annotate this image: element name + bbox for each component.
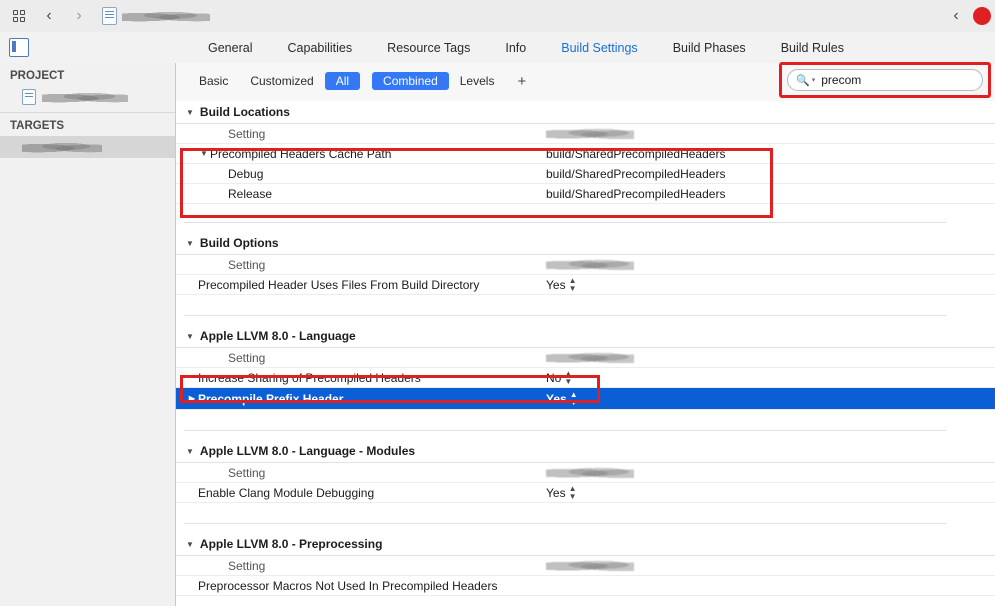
column-header-row	[176, 348, 995, 368]
navigator-target-label	[22, 141, 102, 153]
row-increase-sharing-of-precompiled-headers[interactable]	[176, 368, 995, 388]
group-title: Build Locations	[199, 105, 290, 119]
tab-build-rules[interactable]: Build Rules	[780, 40, 844, 55]
column-header-value-redacted	[546, 258, 634, 271]
empty-rows-1	[176, 214, 995, 232]
tab-capabilities[interactable]: Capabilities	[287, 40, 353, 55]
chevron-down-icon[interactable]: ▼	[186, 331, 194, 341]
setting-value[interactable]: Yes ▲ ▼	[546, 483, 577, 501]
setting-value[interactable]: Yes ▲ ▼	[546, 275, 577, 293]
tab-build-settings[interactable]: Build Settings	[561, 40, 638, 55]
back-icon[interactable]: ‹	[46, 7, 52, 24]
navigator-project-label	[42, 91, 128, 103]
stepper-icon[interactable]: ▲ ▼	[568, 483, 577, 501]
setting-value[interactable]: build/SharedPrecompiledHeaders	[546, 146, 726, 161]
window-toolbar	[0, 0, 995, 33]
group-build-options[interactable]	[176, 232, 995, 255]
editor-tabs	[176, 32, 876, 63]
empty-rows-2	[176, 305, 995, 325]
status-badge[interactable]	[973, 7, 991, 25]
row-precompiled-header-uses-files-from-build-directory[interactable]	[176, 275, 995, 295]
navigator-targets-header: TARGETS	[10, 120, 65, 132]
spacer	[176, 503, 995, 513]
filter-segmented-controls	[188, 72, 526, 90]
group-title: Build Options	[199, 236, 279, 250]
column-header-setting: Setting	[228, 350, 266, 365]
tab-info[interactable]: Info	[505, 40, 527, 55]
group-build-locations[interactable]	[176, 101, 995, 124]
chevron-down-icon[interactable]: ▼	[186, 539, 194, 549]
tab-resource-tags[interactable]: Resource Tags	[387, 40, 471, 55]
spacer	[176, 410, 995, 420]
toolbar-right-group	[945, 0, 995, 32]
spacer	[176, 204, 995, 214]
tab-build-phases[interactable]: Build Phases	[672, 40, 746, 55]
forward-icon[interactable]: ›	[76, 7, 82, 24]
setting-name: Release	[228, 186, 273, 201]
navigator-project-item[interactable]	[0, 86, 175, 108]
stepper-icon[interactable]: ▲ ▼	[568, 275, 577, 293]
group-apple-llvm-language[interactable]	[176, 325, 995, 348]
breadcrumb[interactable]	[102, 7, 210, 25]
column-header-value-redacted	[546, 466, 634, 479]
build-settings-table[interactable]	[176, 101, 995, 606]
navigator-target-item[interactable]	[0, 136, 175, 158]
group-apple-llvm-language-modules[interactable]	[176, 440, 995, 463]
row-debug[interactable]	[176, 164, 995, 184]
filter-levels[interactable]: Levels	[459, 74, 495, 88]
column-header-setting: Setting	[228, 126, 266, 141]
filter-combined[interactable]: Combined	[372, 72, 449, 90]
column-header-value-redacted	[546, 559, 634, 572]
toggle-navigator-icon[interactable]	[9, 38, 29, 57]
setting-name: Precompiled Header Uses Files From Build Directory	[198, 277, 480, 292]
stepper-icon[interactable]: ▲ ▼	[569, 389, 578, 407]
setting-name: Debug	[228, 166, 264, 181]
setting-value[interactable]: Yes ▲ ▼	[546, 389, 578, 407]
chevron-down-icon[interactable]: ▼	[186, 238, 194, 248]
setting-value[interactable]: build/SharedPrecompiledHeaders	[546, 166, 726, 181]
chevron-right-icon[interactable]: ▶	[188, 394, 196, 403]
tab-general[interactable]: General	[208, 40, 253, 55]
search-area	[787, 69, 983, 91]
navigator-project-header: PROJECT	[10, 70, 65, 82]
group-apple-llvm-preprocessing[interactable]	[176, 533, 995, 556]
stepper-icon[interactable]: ▲ ▼	[564, 368, 573, 386]
editor-tabbar	[0, 32, 995, 64]
chevron-down-icon[interactable]: ▼	[186, 107, 194, 117]
setting-name: Precompiled Headers Cache Path	[210, 146, 392, 161]
group-title: Apple LLVM 8.0 - Language - Modules	[199, 444, 416, 458]
row-release[interactable]	[176, 184, 995, 204]
filter-customized[interactable]: Customized	[250, 74, 314, 88]
row-precompiled-headers-cache-path[interactable]	[176, 144, 995, 164]
spacer	[176, 295, 995, 305]
breadcrumb-redacted-label	[122, 10, 210, 22]
project-file-icon	[22, 89, 36, 105]
setting-name: Precompile Prefix Header	[198, 391, 344, 406]
filter-basic[interactable]: Basic	[199, 74, 229, 88]
search-input[interactable]	[787, 69, 983, 91]
build-settings-filterbar	[176, 63, 995, 102]
add-setting-button[interactable]: +	[517, 72, 527, 90]
column-header-value-redacted	[546, 127, 634, 140]
grid-icon[interactable]	[8, 6, 30, 26]
column-header-value-redacted	[546, 351, 634, 364]
spacer	[176, 596, 995, 606]
column-header-setting: Setting	[228, 465, 266, 480]
setting-value[interactable]: No ▲ ▼	[546, 368, 573, 386]
document-icon	[102, 7, 117, 25]
setting-name: Increase Sharing of Precompiled Headers	[198, 370, 421, 385]
group-title: Apple LLVM 8.0 - Preprocessing	[199, 537, 383, 551]
column-header-setting: Setting	[228, 257, 266, 272]
empty-rows-4	[176, 513, 995, 533]
empty-rows-3	[176, 420, 995, 440]
search-value: precom	[821, 73, 862, 87]
column-header-row	[176, 556, 995, 576]
column-header-row	[176, 124, 995, 144]
setting-name: Enable Clang Module Debugging	[198, 485, 375, 500]
chevron-down-icon[interactable]: ▼	[186, 446, 194, 456]
group-title: Apple LLVM 8.0 - Language	[199, 329, 356, 343]
search-icon: 🔍	[796, 74, 810, 87]
setting-name: Preprocessor Macros Not Used In Precompiled Headers	[198, 578, 498, 593]
row-preprocessor-macros-not-used-in-precompiled-headers[interactable]	[176, 576, 995, 596]
chevron-down-icon[interactable]: ▼	[200, 149, 208, 158]
collapse-panel-icon[interactable]: ‹	[953, 7, 959, 24]
column-header-setting: Setting	[228, 558, 266, 573]
filter-all[interactable]: All	[325, 72, 360, 90]
chevron-down-icon[interactable]: ▾	[811, 77, 816, 84]
toolbar-left-group	[0, 6, 210, 26]
row-precompile-prefix-header[interactable]	[176, 388, 995, 410]
column-header-row	[176, 463, 995, 483]
column-header-row	[176, 255, 995, 275]
row-enable-clang-module-debugging[interactable]	[176, 483, 995, 503]
setting-value[interactable]: build/SharedPrecompiledHeaders	[546, 186, 726, 201]
project-navigator	[0, 63, 176, 606]
